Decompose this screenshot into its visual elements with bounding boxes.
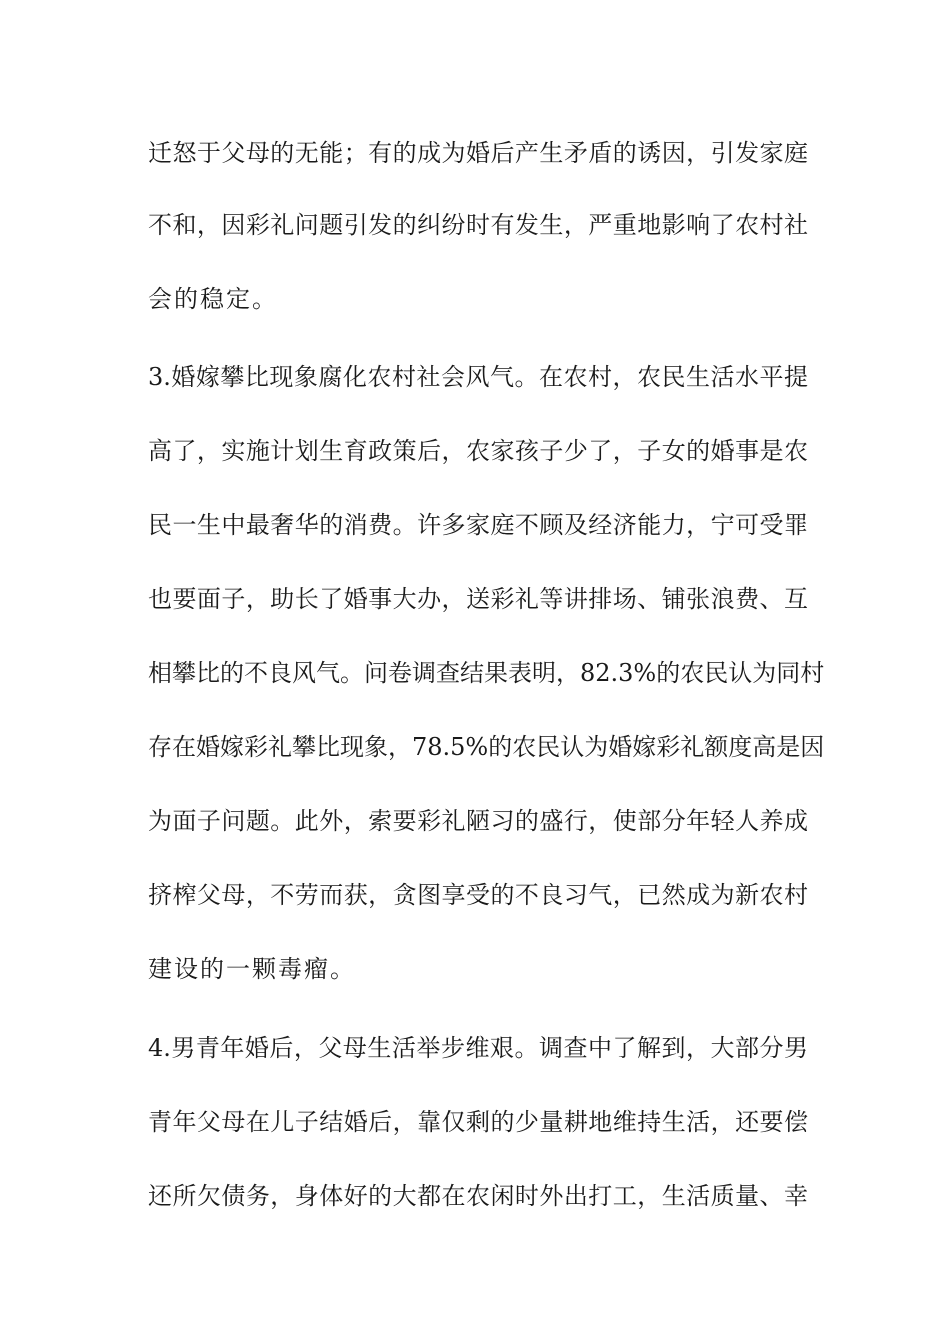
text-line: 民一生中最奢华的消费。许多家庭不顾及经济能力，宁可受罪 <box>148 511 808 539</box>
text-line: 会的稳定。 <box>148 285 278 313</box>
text-line: 不和，因彩礼问题引发的纠纷时有发生，严重地影响了农村社 <box>148 211 808 239</box>
text-line: 建设的一颗毒瘤。 <box>148 955 356 983</box>
text-line: 4.男青年婚后，父母生活举步维艰。调查中了解到，大部分男 <box>148 1034 808 1062</box>
text-line: 存在婚嫁彩礼攀比现象，78.5%的农民认为婚嫁彩礼额度高是因 <box>148 733 825 761</box>
text-line: 为面子问题。此外，索要彩礼陋习的盛行，使部分年轻人养成 <box>148 807 808 835</box>
text-line: 相攀比的不良风气。问卷调查结果表明，82.3%的农民认为同村 <box>148 659 825 687</box>
text-line: 3.婚嫁攀比现象腐化农村社会风气。在农村，农民生活水平提 <box>148 363 808 391</box>
text-line: 挤榨父母，不劳而获，贪图享受的不良习气，已然成为新农村 <box>148 881 808 909</box>
text-line: 青年父母在儿子结婚后，靠仅剩的少量耕地维持生活，还要偿 <box>148 1108 808 1136</box>
text-line: 高了，实施计划生育政策后，农家孩子少了，子女的婚事是农 <box>148 437 808 465</box>
text-line: 还所欠债务，身体好的大都在农闲时外出打工，生活质量、幸 <box>148 1182 808 1210</box>
text-line: 也要面子，助长了婚事大办，送彩礼等讲排场、铺张浪费、互 <box>148 585 808 613</box>
text-line: 迁怒于父母的无能；有的成为婚后产生矛盾的诱因，引发家庭 <box>148 139 808 167</box>
